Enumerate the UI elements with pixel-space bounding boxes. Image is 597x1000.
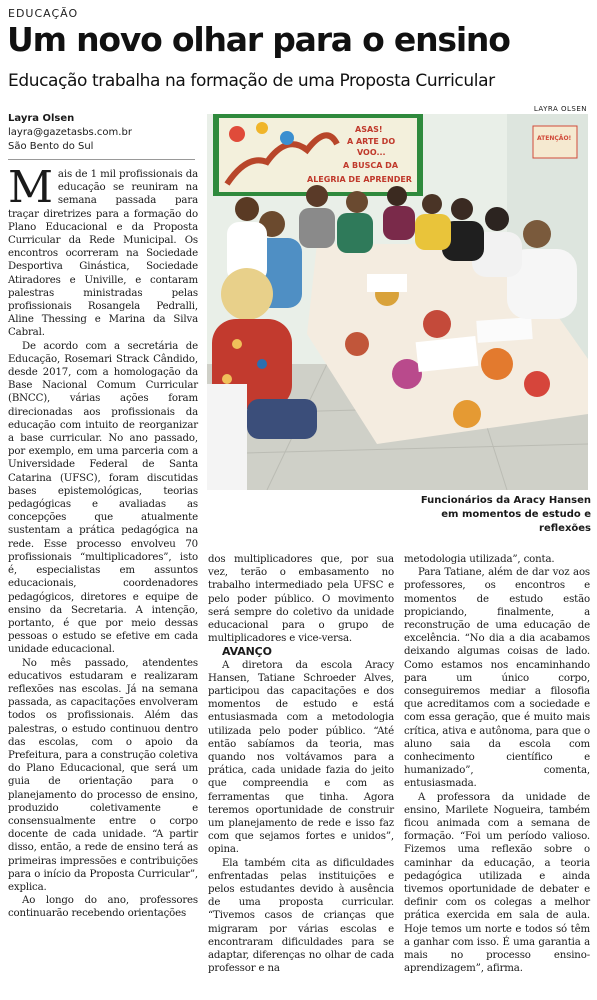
paragraph: dos multiplicadores que, por sua vez, terão o embasamento no trabalho intermediado pela UFSC e pelo poder público. O movimento será sempre do coletivo da unidade educacional para o grupo de multiplicadores e vice-versa. xyxy=(208,554,394,645)
paragraph: A professora da unidade de ensino, Marilete Nogueira, também ficou animada com a semana de formação. “Foi um período valioso. Fizemos uma reflexão sobre o caminhar da educação, a teoria pedagógica utilizada e ainda tivemos oportunidade de debater e definir com os colegas a melhor prática exercida em sala de aula. Hoje temos um norte e todos só têm a ganhar com isso. É uma garantia a mais no processo ensino-aprendizagem”, afirma. xyxy=(404,791,590,975)
banner-line-5: ALEGRIA DE APRENDER xyxy=(307,175,412,184)
author-city: São Bento do Sul xyxy=(8,141,94,152)
photo-credit: LAYRA OLSEN xyxy=(533,105,587,113)
article-column-1 xyxy=(8,162,198,921)
paragraph: Para Tatiane, além de dar voz aos professores, os encontros e momentos de estudo estão propiciando, finalmente, a reconstrução de uma educação de excelência. “No dia a dia acabamos deixando algumas coisas de lado. Como estamos nos encaminhando para um único corpo, conseguiremos mediar a filosofia que acreditamos com a sociedade e com essa geração, que é muito mais crítica, ativa e autônoma, para que o aluno saia da escola com conhecimento científico e humanizado”, comenta, entusiasmada. xyxy=(404,567,590,790)
author-divider xyxy=(8,159,195,160)
section-label: EDUCAÇÃO xyxy=(8,7,79,20)
headline: Um novo olhar para o ensino xyxy=(7,20,510,59)
paragraph: A diretora da escola Aracy Hansen, Tatiane Schroeder Alves, participou das capacitações e dos momentos de estudo e está entusiasmada com a metodologia utilizada pelo poder público. “Até então sabíamos da teoria, mas quando nos voltávamos para a prática, cada unidade fazia do jeito que compreendia e com as ferramentas que tinha. Agora teremos oportunidade de construir um planejamento de rede e isso faz com que sejamos fortes e unidos”, opina. xyxy=(208,659,394,856)
banner-line-3: VOO... xyxy=(357,148,386,157)
paragraph: metodologia utilizada”, conta. xyxy=(404,554,555,565)
meeting-photo-illustration xyxy=(207,114,588,490)
meeting-photo xyxy=(207,114,588,490)
paragraph xyxy=(8,162,198,340)
author-name: Layra Olsen xyxy=(8,113,75,124)
paragraph: De acordo com a secretária de Educação, Rosemari Strack Cândido, desde 2017, com a homologação da Base Nacional Comum Curricular (BNCC), várias ações foram direcionadas aos profissionais da educação com intuito de reorganizar a base curricular. No ano passado, por exemplo, em uma parceria com a Universidade Federal de Santa Catarina (UFSC), foram discutidas bases epistemológicas, teorias pedagógicas e avaliadas as concepções que atualmente sustentam a prática pedagógica na rede. Esse processo envolveu 70 profissionais “multiplicadores”, isto é, especialistas em assuntos educacionais, coordenadores pedagógicos, diretores e equipe de ensino da Secretaria. A intenção, portanto, é que por meio dessas pessoas o estudo se efetive em cada unidade educacional. xyxy=(8,340,198,656)
paragraph: No mês passado, atendentes educativos estudaram e realizaram reflexões nas escolas. Já na semana passada, as capacitações envolveram todos os profissionais. Além das palestras, o estudo continuou dentro das escolas, com o apoio da Prefeitura, para a construção coletiva do Plano Educacional, que será um guia de orientação para o planejamento do processo de ensino, produzido coletivamente e consensualmente entre o corpo docente de cada unidade. “A partir disso, então, a rede de ensino terá as primeiras impressões e contribuições para o início da Proposta Curricular”, explica. xyxy=(8,657,198,893)
paragraph-text: ais de 1 mil profissionais da educação se reuniram na semana passada para traçar diretrizes para a formação do Plano Educacional e da Proposta Curricular da Rede Municipal. Os encontros ocorreram na Sociedade Desportiva Ginástica, Sociedade Atiradores e Univille, e contaram palestras ministradas pelas profissionais Rosangela Pedralli, Aline Thessing e Marina da Silva Cabral. xyxy=(8,169,198,339)
article-column-3 xyxy=(404,553,590,976)
banner-line-1: ASAS! xyxy=(355,125,383,134)
photo-caption: Funcionários da Aracy Hansen em momentos de estudo e reflexões xyxy=(420,495,591,534)
paragraph: Ela também cita as dificuldades enfrentadas pelas instituições e pelos estudantes devido à ausência de uma proposta curricular. “Tivemos casos de crianças que migraram por várias escolas e encontraram dificuldades para se adaptar, diferenças no olhar de cada professor e na xyxy=(208,857,394,975)
paragraph: Ao longo do ano, professores continuarão recebendo orientações xyxy=(8,895,198,920)
banner-line-2: A ARTE DO xyxy=(347,137,396,146)
attention-sign: ATENÇÃO! xyxy=(537,135,572,142)
subheadline: Educação trabalha na formação de uma Proposta Curricular xyxy=(8,71,495,91)
section-subtitle: AVANÇO xyxy=(222,645,272,659)
dropcap: M xyxy=(8,162,53,213)
author-email[interactable]: layra@gazetasbs.com.br xyxy=(8,127,132,138)
banner-line-4: A BUSCA DA xyxy=(343,161,399,170)
article-column-2 xyxy=(208,553,394,976)
author-block xyxy=(8,112,132,154)
